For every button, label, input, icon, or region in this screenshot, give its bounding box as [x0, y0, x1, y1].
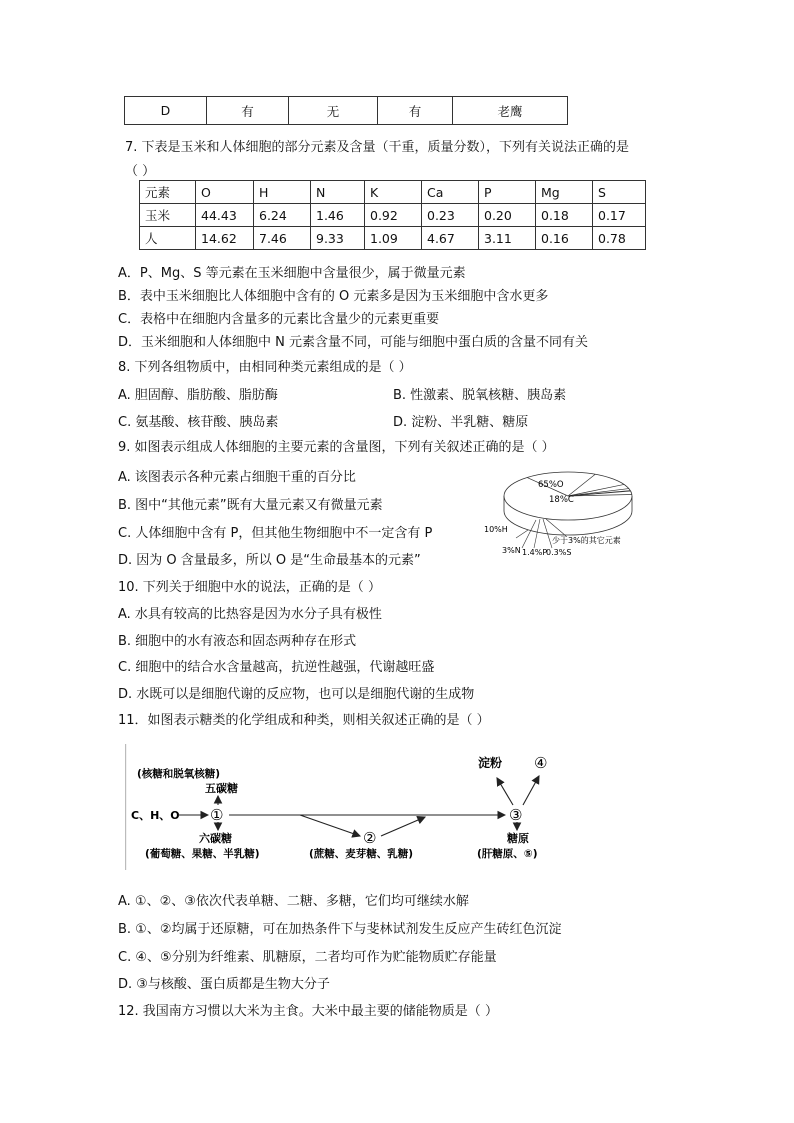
q9-option-a: A. 该图表示各种元素占细胞干重的百分比 [118, 470, 356, 485]
table-row [140, 204, 646, 227]
table-cell: 0.92 [365, 204, 422, 227]
question-11-stem: 11．如图表示糖类的化学组成和种类，则相关叙述正确的是（ ） [118, 713, 490, 728]
question-7-answer-blank: （ ） [125, 164, 156, 179]
q11-option-d: D. ③与核酸、蛋白质都是生物大分子 [118, 977, 330, 992]
table-cell: 0.20 [479, 204, 536, 227]
arrow [523, 776, 539, 805]
pie-label-s: 0.3%S [546, 548, 572, 557]
q7-option-c: C．表格中在细胞内含量多的元素比含量少的元素更重要 [118, 312, 440, 327]
table-cell: 7.46 [254, 227, 311, 250]
diagram-left-border [125, 744, 126, 870]
header-cell: P [479, 181, 536, 204]
pie-label-other: 少于3%的其它元素 [552, 536, 621, 545]
q8-option-c: C. 氨基酸、核苷酸、胰岛素 [118, 415, 279, 430]
q10-option-a: A. 水具有较高的比热容是因为水分子具有极性 [118, 607, 382, 622]
q10-option-d: D. 水既可以是细胞代谢的反应物，也可以是细胞代谢的生成物 [118, 687, 475, 702]
table-cell: D [125, 97, 207, 125]
pentose-label: 五碳糖 [205, 782, 238, 795]
header-cell: H [254, 181, 311, 204]
pie-label-p: 1.4%P [522, 548, 548, 557]
q11-option-b: B. ①、②均属于还原糖，可在加热条件下与斐林试剂发生反应产生砖红色沉淀 [118, 922, 562, 937]
header-cell: Mg [536, 181, 593, 204]
question-8-stem: 8. 下列各组物质中，由相同种类元素组成的是（ ） [118, 360, 412, 375]
pointer-line [516, 530, 528, 538]
glycogen-detail: (肝糖原、⑤) [477, 848, 538, 860]
hexose-label: 六碳糖 [199, 832, 232, 845]
q8-option-b: B. 性激素、脱氧核糖、胰岛素 [393, 388, 567, 403]
table-cell: 玉米 [140, 204, 196, 227]
table-cell: 1.46 [311, 204, 365, 227]
q9-option-b: B. 图中“其他元素”既有大量元素又有微量元素 [118, 498, 383, 513]
question-7-stem: 7. 下表是玉米和人体细胞的部分元素及含量（干重，质量分数），下列有关说法正确的是 [125, 140, 630, 155]
header-cell: O [196, 181, 254, 204]
question-9-stem: 9. 如图表示组成人体细胞的主要元素的含量图，下列有关叙述正确的是（ ） [118, 440, 555, 455]
table-cell: 1.09 [365, 227, 422, 250]
starch-label: 淀粉 [478, 756, 503, 770]
element-content-table [139, 180, 646, 250]
pie-label-o: 65%O [538, 480, 564, 490]
header-cell: S [593, 181, 646, 204]
table-cell: 有 [378, 97, 453, 125]
table-cell: 无 [289, 97, 378, 125]
element-content-pie-chart [478, 458, 648, 560]
table-row [125, 97, 568, 125]
q7-option-d: D．玉米细胞和人体细胞中 N 元素含量不同，可能与细胞中蛋白质的含量不同有关 [118, 335, 589, 350]
table-row [140, 227, 646, 250]
q10-option-c: C. 细胞中的结合水含量越高，抗逆性越强，代谢越旺盛 [118, 660, 435, 675]
pentose-detail: (核糖和脱氧核糖) [137, 768, 221, 780]
table-cell: 0.16 [536, 227, 593, 250]
q9-option-c: C. 人体细胞中含有 P，但其他生物细胞中不一定含有 P [118, 526, 433, 541]
node-2: ② [363, 829, 377, 847]
question-10-stem: 10. 下列关于细胞中水的说法，正确的是（ ） [118, 580, 381, 595]
q11-option-c: C. ④、⑤分别为纤维素、肌糖原，二者均可作为贮能物质贮存能量 [118, 950, 497, 965]
node-3: ③ [509, 806, 523, 824]
table-cell: 人 [140, 227, 196, 250]
header-cell: K [365, 181, 422, 204]
header-cell: N [311, 181, 365, 204]
node-1: ① [210, 806, 224, 824]
previous-question-table [124, 96, 568, 125]
carbohydrate-diagram [125, 744, 575, 870]
q7-option-a: A．P、Mg、S 等元素在玉米细胞中含量很少，属于微量元素 [118, 266, 466, 281]
q9-option-d: D. 因为 O 含量最多，所以 O 是“生命最基本的元素” [118, 553, 421, 568]
q8-option-d: D. 淀粉、半乳糖、糖原 [393, 415, 529, 430]
source-elements: C、H、O [131, 809, 180, 822]
q10-option-b: B. 细胞中的水有液态和固态两种存在形式 [118, 634, 357, 649]
table-header-row [140, 181, 646, 204]
header-cell: Ca [422, 181, 479, 204]
table-cell: 0.23 [422, 204, 479, 227]
table-cell: 0.17 [593, 204, 646, 227]
table-cell: 0.78 [593, 227, 646, 250]
q7-option-b: B．表中玉米细胞比人体细胞中含有的 O 元素多是因为玉米细胞中含水更多 [118, 289, 549, 304]
arrow [381, 817, 425, 836]
header-cell: 元素 [140, 181, 196, 204]
arrow [497, 778, 513, 805]
q8-option-a: A. 胆固醇、脂肪酸、脂肪酶 [118, 388, 278, 403]
hexose-detail: (葡萄糖、果糖、半乳糖) [145, 848, 260, 860]
arrow [300, 815, 360, 836]
table-cell: 14.62 [196, 227, 254, 250]
pie-label-c: 18%C [549, 495, 574, 505]
table-cell: 0.18 [536, 204, 593, 227]
table-cell: 9.33 [311, 227, 365, 250]
glycogen-label: 糖原 [507, 832, 529, 845]
table-cell: 老鹰 [453, 97, 568, 125]
table-cell: 6.24 [254, 204, 311, 227]
table-cell: 有 [207, 97, 289, 125]
table-cell: 44.43 [196, 204, 254, 227]
node-4: ④ [534, 754, 548, 772]
table-cell: 3.11 [479, 227, 536, 250]
pie-label-n: 3%N [502, 546, 521, 555]
table-cell: 4.67 [422, 227, 479, 250]
q11-option-a: A. ①、②、③依次代表单糖、二糖、多糖，它们均可继续水解 [118, 894, 469, 909]
question-12-stem: 12. 我国南方习惯以大米为主食。大米中最主要的储能物质是（ ） [118, 1004, 498, 1019]
disaccharide-detail: (蔗糖、麦芽糖、乳糖) [309, 848, 414, 860]
pie-label-h: 10%H [484, 525, 508, 534]
